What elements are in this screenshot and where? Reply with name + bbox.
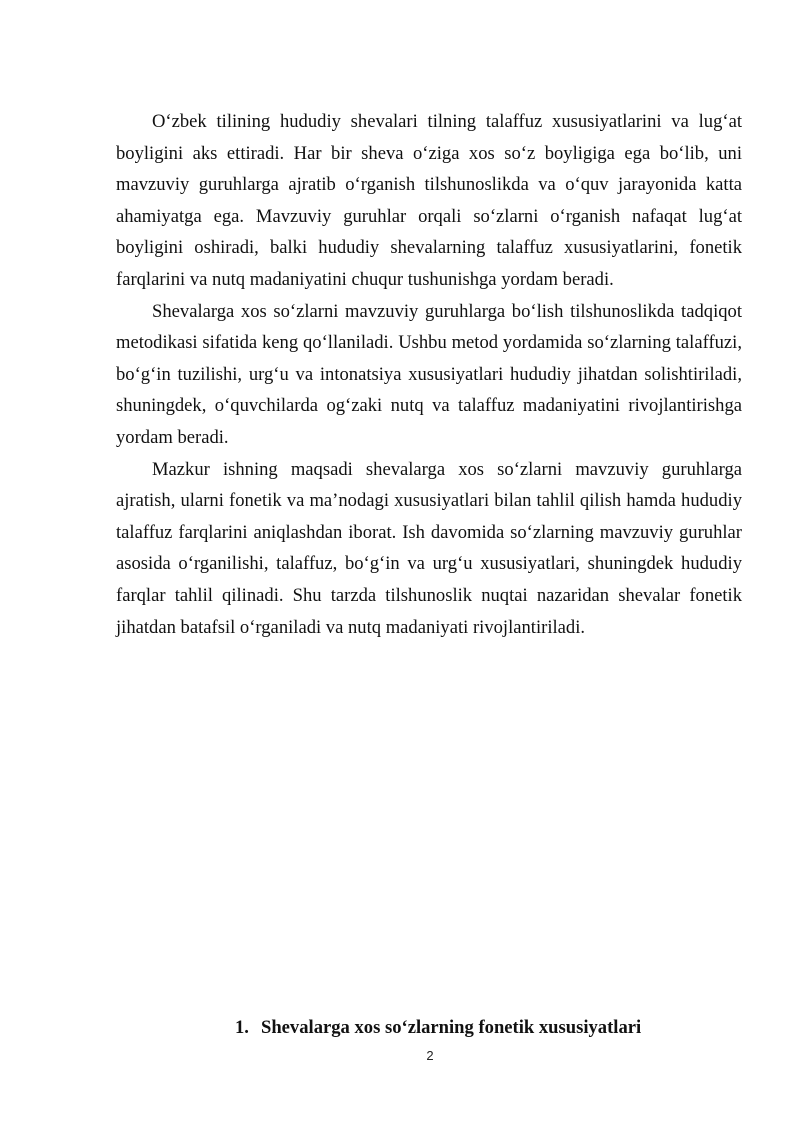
paragraph-methodology: Shevalarga xos so‘zlarni mavzuviy guruhlarga bo‘lish tilshunoslikda tadqiqot metodikasi sifatida keng qo‘llaniladi. Ushbu metod yordamida so‘zlarning talaffuzi, bo‘g‘in tuzilishi, urg‘u va intonatsiya xususiyatlari hududiy jihatdan solishtiriladi, shuningdek, o‘quvchilarda og‘zaki nutq va talaffuz madaniyatini rivojlantirishga yordam beradi. xyxy=(116,300,742,448)
page-number: 2 xyxy=(426,1048,434,1063)
body-text xyxy=(116,106,742,643)
paragraph-purpose: Mazkur ishning maqsadi shevalarga xos so‘zlarni mavzuviy guruhlarga ajratish, ularni fonetik va ma’nodagi xususiyatlari bilan tahlil qilish hamda hududiy talaffuz farqlarini aniqlashdan iborat. Ish davomida so‘zlarning mavzuviy guruhlar asosida o‘rganilishi, talaffuz, bo‘g‘in va urg‘u xususiyatlari, shuningdek hududiy farqlar tahlil qilinadi. Shu tarzda tilshunoslik nuqtai nazaridan shevalar fonetik jihatdan batafsil o‘rganiladi va nutq madaniyati rivojlantiriladi. xyxy=(116,458,742,638)
section-title: Shevalarga xos so‘zlarning fonetik xususiyatlari xyxy=(261,1017,642,1038)
section-number: 1. xyxy=(235,1017,249,1038)
section-heading xyxy=(235,1017,735,1039)
paragraph-intro: O‘zbek tilining hududiy shevalari tilning talaffuz xususiyatlarini va lug‘at boyligini aks ettiradi. Har bir sheva o‘ziga xos so‘z boyligiga ega bo‘lib, uni mavzuviy guruhlarga ajratib o‘rganish tilshunoslikda va o‘quv jarayonida katta ahamiyatga ega. Mavzuviy guruhlar orqali so‘zlarni o‘rganish nafaqat lug‘at boyligini oshiradi, balki hududiy shevalarning talaffuz xususiyatlarini, fonetik farqlarini va nutq madaniyatini chuqur tushunishga yordam beradi. xyxy=(116,111,742,290)
